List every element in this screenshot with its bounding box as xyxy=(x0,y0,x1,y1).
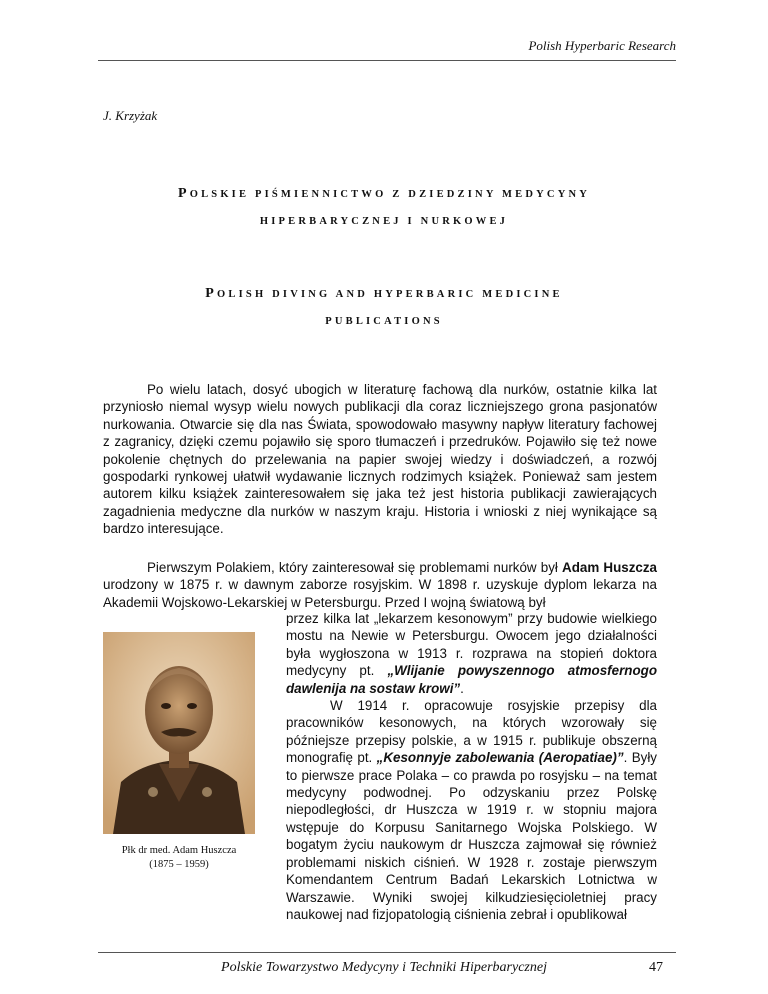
footer-society: Polskie Towarzystwo Medycyny i Techniki Hiperbarycznej xyxy=(221,960,547,975)
title-english-line1 xyxy=(0,286,768,302)
paragraph-huszcza-text-b: urodzony w 1875 r. w dawnym zaborze rosyjskim. W 1898 r. uzyskuje dyplom lekarza na Akademii Wojskowo-Lekarskiej w Petersburgu. Przed I wojną światową był xyxy=(103,577,657,610)
paragraph-huszcza-text-a: Pierwszym Polakiem, który zainteresował się problemami nurków był xyxy=(147,560,563,575)
paragraph-continued-text-a: przez kilka lat „lekarzem kesonowym” przy budowie wielkiego mostu na Newie w Petersburgu. Owocem jego działalności była wygłoszona w 1913 r. rozprawa na stopień doktora medycyny pt. xyxy=(286,611,657,679)
title-english-line2: PUBLICATIONS xyxy=(325,316,443,327)
photo-caption-years: (1875 – 1959) xyxy=(149,858,209,870)
title-english-rest: OLISH DIVING AND HYPERBARIC MEDICINE xyxy=(217,289,563,300)
photo-caption xyxy=(103,844,255,871)
page-number: 47 xyxy=(649,960,663,975)
footer-divider xyxy=(98,952,676,953)
title-english-initial: P xyxy=(205,286,218,301)
title-polish-initial: P xyxy=(177,186,190,201)
title-polish-line1 xyxy=(0,186,768,202)
paragraph-continued-text-d: . Były to pierwsze prace Polaka – co prawda po rosyjsku – na temat medycyny podwodnej. Po odzyskaniu przez Polskę niepodległości, dr Huszcza w 1919 r. w stopniu majora wstępuje do Korpusu Sanitarnego Wojska Polskiego. W bogatym życiu naukowym dr Huszcza zajmował się również problemami niskich ciśnień. W 1928 r. zostaje pierwszym Komendantem Centrum Badań Lekarskich Lotnictwa w Warszawie. Wyniki swojej kilkudziesięcioletniej pracy naukowej nad fizjopatologią ciśnienia zebrał i opublikował xyxy=(286,750,657,922)
paragraph-continued-text-b: . xyxy=(460,680,464,696)
paragraph-intro xyxy=(103,381,657,538)
paragraph-huszcza xyxy=(103,559,657,611)
author-name: J. Krzyżak xyxy=(103,108,158,123)
title-polish-rest: OLSKIE PIŚMIENNICTWO Z DZIEDZINY MEDYCYNY xyxy=(189,189,591,200)
paragraph-continued-text-c: W 1914 r. opracowuje rosyjskie przepisy dla pracowników kesonowych, na których wzorowały się późniejsze przepisy polskie, a w 1915 r. publikuje obszerną monografię pt. xyxy=(286,698,657,766)
header-divider xyxy=(98,60,676,61)
paragraph-huszcza-continued xyxy=(286,610,657,923)
portrait-photo xyxy=(103,632,255,834)
dissertation-title: „Wlijanie powyszennogo atmosfernogo dawlenija na sostaw krowi” xyxy=(286,663,658,696)
title-polish-line2: HIPERBARYCZNEJ I NURKOWEJ xyxy=(259,216,509,227)
monograph-title: „Kesonnyje zabolewania (Aeropatiae)” xyxy=(376,750,624,766)
photo-caption-name: Płk dr med. Adam Huszcza xyxy=(121,845,237,856)
running-header: Polish Hyperbaric Research xyxy=(528,38,676,53)
person-name: Adam Huszcza xyxy=(562,560,657,575)
paragraph-intro-text: Po wielu latach, dosyć ubogich w literaturę fachową dla nurków, ostatnie kilka lat przyniosło niemal wysyp wielu nowych publikacji dla coraz liczniejszego grona pasjonatów nurkowania. Otwarcie się dla nas Świata, spowodowało masywny napływ literatury fachowej z zagranicy, dzięki czemu pojawiło się sporo tłumaczeń i przedruków. Pojawiło się też nowe pokolenie chętnych do przelewania na papier swojej wiedzy i doświadczeń, a rozwój gospodarki rynkowej ułatwił wydawanie licznych rodzimych książek. Ponieważ sam jestem autorem kilku książek zainteresowałem się jaka też jest historia publikacji zawierających zagadnienia medyczne dla nurków w naszym kraju. Historia i wnioski z niej wynikające są bardzo interesujące. xyxy=(103,382,657,537)
